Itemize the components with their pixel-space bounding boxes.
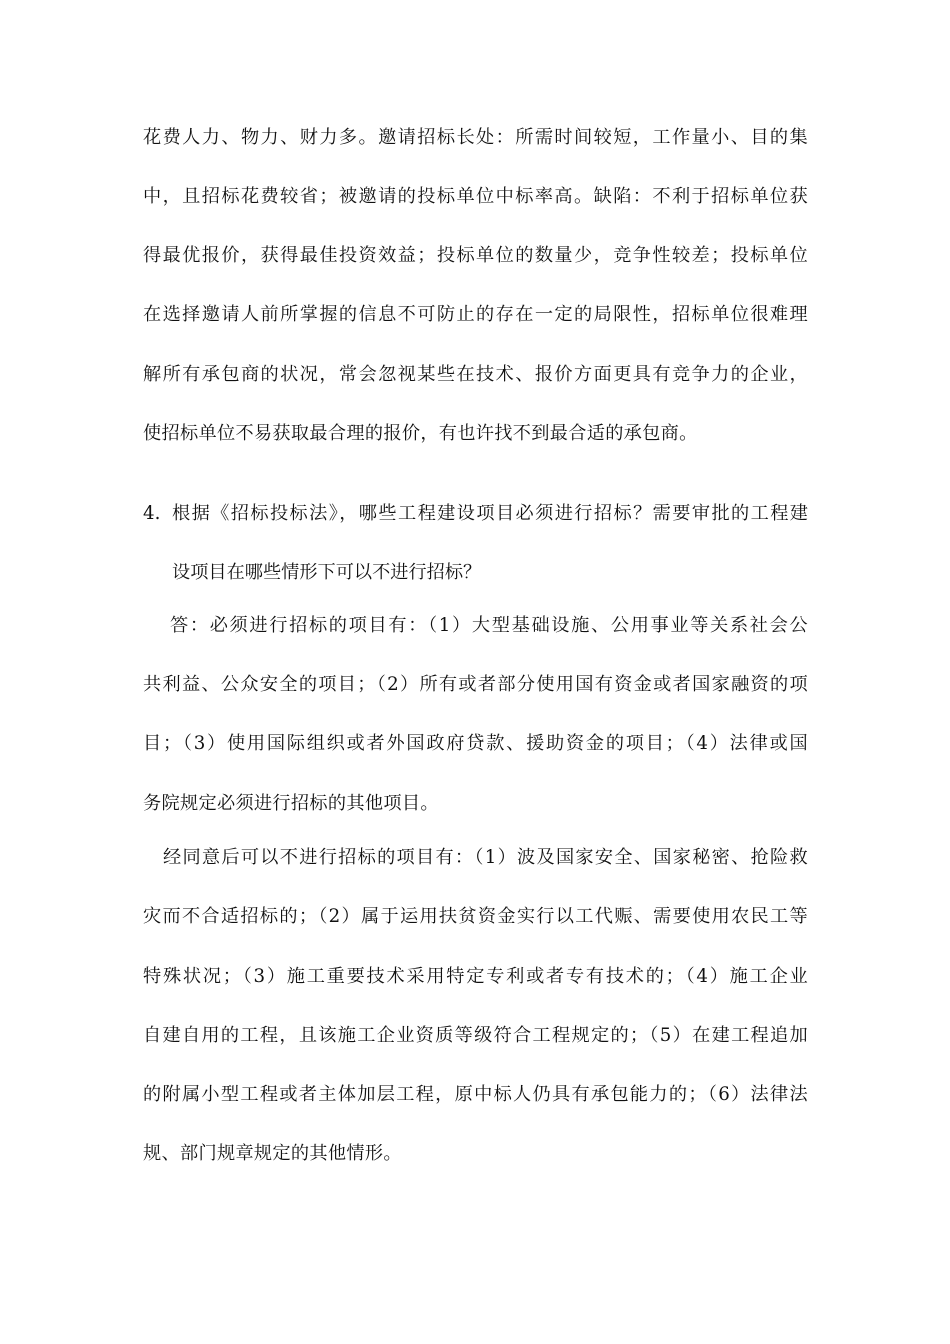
question-number: 4. [143, 503, 161, 524]
paragraph-line: 解所有承包商的状况，常会忽视某些在技术、报价方面更具有竞争力的企业， [143, 364, 808, 385]
paragraph-line: 得最优报价，获得最佳投资效益；投标单位的数量少，竞争性较差；投标单位 [143, 245, 808, 266]
answer-line: 答：必须进行招标的项目有：（1）大型基础设施、公用事业等关系社会公 [170, 615, 808, 636]
paragraph-line: 在选择邀请人前所掌握的信息不可防止的存在一定的局限性，招标单位很难理 [143, 304, 808, 325]
answer-line: 务院规定必须进行招标的其他项目。 [143, 793, 439, 814]
answer-line: 目；（3）使用国际组织或者外国政府贷款、援助资金的项目；（4）法律或国 [143, 733, 808, 754]
paragraph-line: 使招标单位不易获取最合理的报价，有也许找不到最合适的承包商。 [143, 423, 698, 444]
answer-line: 共利益、公众安全的项目；（2）所有或者部分使用国有资金或者国家融资的项 [143, 674, 808, 695]
paragraph-line: 中，且招标花费较省；被邀请的投标单位中标率高。缺陷：不利于招标单位获 [143, 186, 808, 207]
answer-line: 灾而不合适招标的；（2）属于运用扶贫资金实行以工代赈、需要使用农民工等 [143, 906, 808, 927]
answer-line: 经同意后可以不进行招标的项目有：（1）波及国家安全、国家秘密、抢险救 [163, 847, 808, 868]
answer-line: 的附属小型工程或者主体加层工程，原中标人仍具有承包能力的；（6）法律法 [143, 1084, 808, 1105]
question-text-line: 根据《招标投标法》，哪些工程建设项目必须进行招标？需要审批的工程建 [172, 503, 808, 524]
answer-line: 自建自用的工程，且该施工企业资质等级符合工程规定的；（5）在建工程追加 [143, 1025, 808, 1046]
answer-line: 特殊状况；（3）施工重要技术采用特定专利或者专有技术的；（4）施工企业 [143, 966, 808, 987]
question-text-line: 设项目在哪些情形下可以不进行招标？ [172, 562, 482, 583]
answer-line: 规、部门规章规定的其他情形。 [143, 1143, 402, 1164]
paragraph-line: 花费人力、物力、财力多。邀请招标长处：所需时间较短，工作量小、目的集 [143, 127, 808, 148]
